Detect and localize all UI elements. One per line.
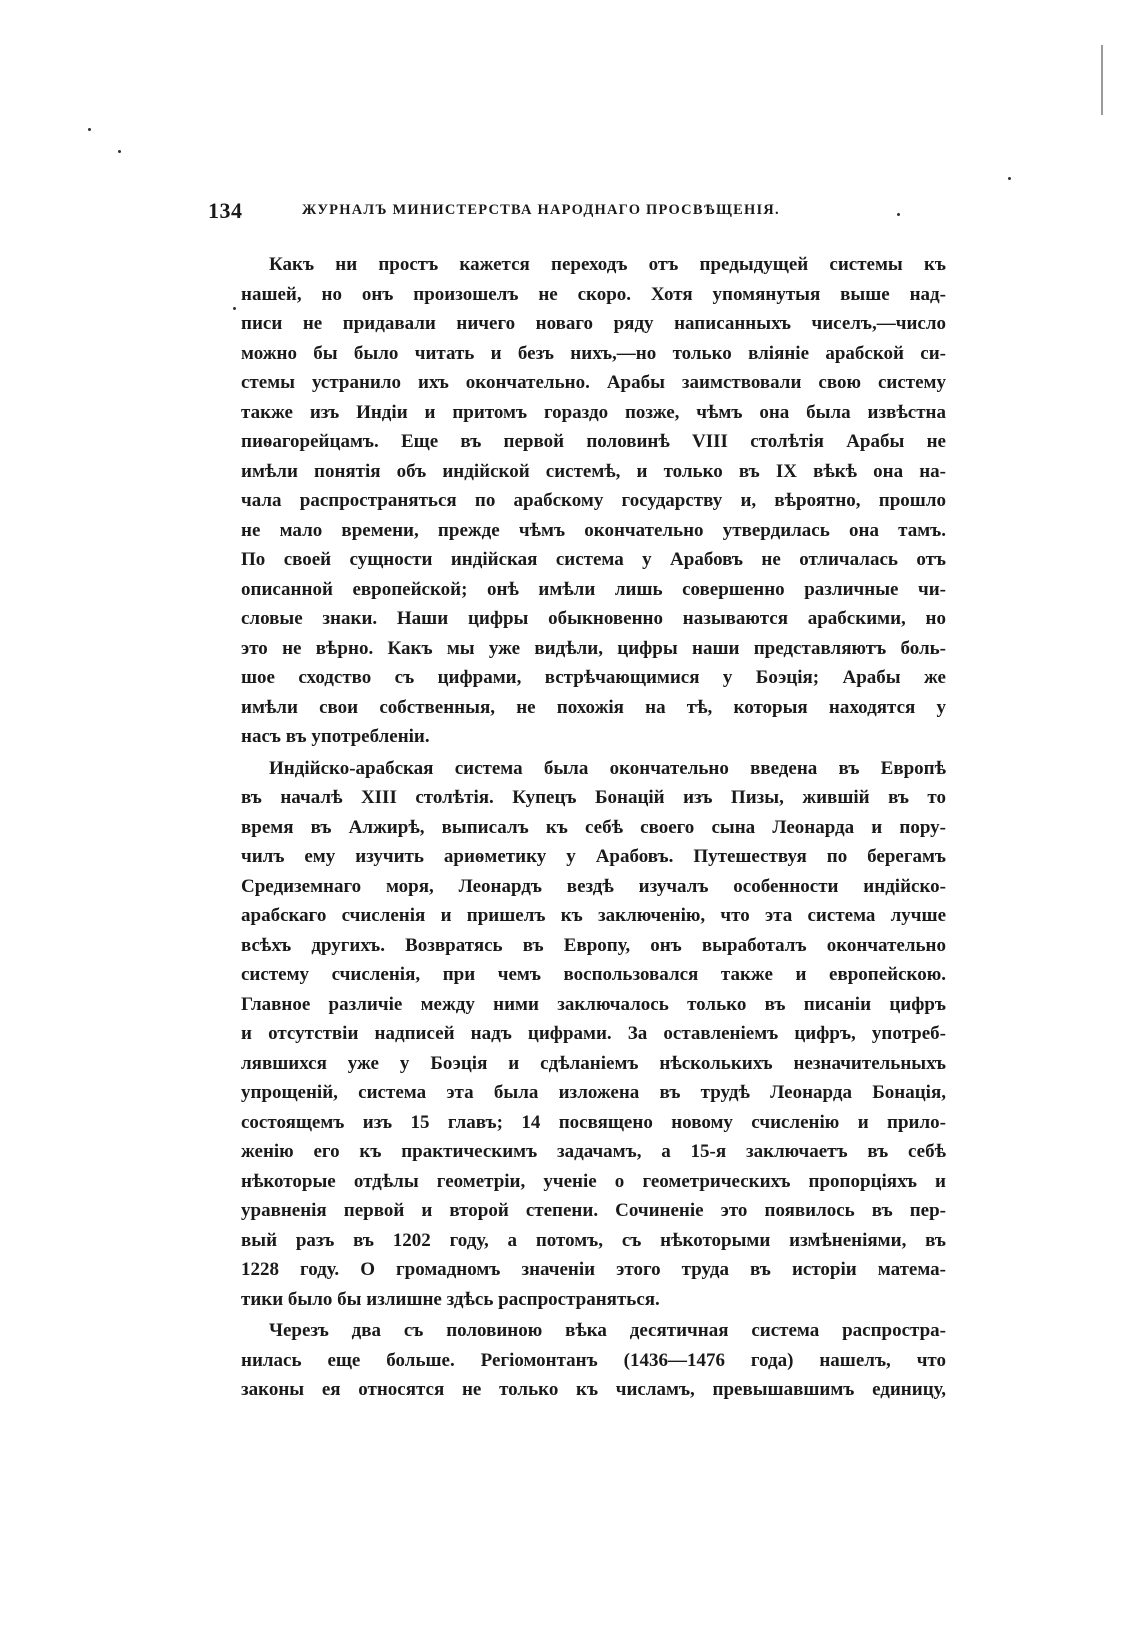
text-line: также изъ Индіи и притомъ гораздо позже, чѣмъ она была извѣстна <box>241 401 946 423</box>
text-line: не мало времени, прежде чѣмъ окончательно утвердилась она тамъ. <box>241 519 946 541</box>
text-line: насъ въ употребленіи. <box>241 726 430 747</box>
paragraph <box>241 754 946 1315</box>
text-line: всѣхъ другихъ. Возвратясь въ Европу, онъ выработалъ окончательно <box>241 934 946 956</box>
text-line: нилась еще больше. Регіомонтанъ (1436—1476 года) нашелъ, что <box>241 1349 946 1371</box>
text-line: чала распространяться по арабскому государству и, вѣроятно, прошло <box>241 490 946 511</box>
text-line: имѣли свои собственныя, не похожія на тѣ, которыя находятся у <box>241 696 946 718</box>
text-line: лявшихся уже у Боэція и сдѣланіемъ нѣсколькихъ незначительныхъ <box>241 1052 946 1074</box>
text-line: Черезъ два съ половиною вѣка десятичная система распростра- <box>269 1320 946 1341</box>
text-line: описанной европейской; онѣ имѣли лишь совершенно различные чи- <box>241 578 946 600</box>
text-line: 1228 году. О громадномъ значеніи этого труда въ исторіи матема- <box>241 1259 946 1280</box>
text-line: чилъ ему изучить ариѳметику у Арабовъ. Путешествуя по берегамъ <box>241 846 946 867</box>
text-line: словые знаки. Наши цифры обыкновенно называются арабскими, но <box>241 608 946 629</box>
text-line: въ началѣ XIII столѣтія. Купецъ Бонацій изъ Пизы, жившій въ то <box>241 787 946 808</box>
text-line: пиѳагорейцамъ. Еще въ первой половинѣ VIII столѣтія Арабы не <box>241 431 946 452</box>
text-line: можно бы было читать и безъ нихъ,—но только вліяніе арабской си- <box>241 342 946 364</box>
text-line: упрощеній, система эта была изложена въ трудѣ Леонарда Бонація, <box>241 1082 946 1103</box>
text-line: это не вѣрно. Какъ мы уже видѣли, цифры наши представляютъ боль- <box>241 637 946 659</box>
text-line: тики было бы излишне здѣсь распространяться. <box>241 1288 660 1310</box>
running-title: ЖУРНАЛЪ МИНИСТЕРСТВА НАРОДНАГО ПРОСВѢЩЕНІЯ. <box>302 202 780 218</box>
speck <box>88 128 91 131</box>
text-line: и отсутствіи надписей надъ цифрами. За оставленіемъ цифръ, употреб- <box>241 1023 946 1044</box>
text-line: женію его къ практическимъ задачамъ, а 15-я заключаетъ въ себѣ <box>241 1141 946 1162</box>
speck <box>118 150 121 153</box>
text-line: Какъ ни простъ кажется переходъ отъ предыдущей системы къ <box>269 254 946 275</box>
speck <box>1008 177 1011 180</box>
body-text <box>241 250 946 1405</box>
paragraph <box>241 1316 946 1405</box>
text-line: шое сходство съ цифрами, встрѣчающимися у Боэція; Арабы же <box>241 667 946 688</box>
text-line: систему счисленія, при чемъ воспользовался также и европейскою. <box>241 964 946 985</box>
scan-edge-mark <box>1101 45 1103 115</box>
text-line: законы ея относятся не только къ числамъ, превышавшимъ единицу, <box>241 1379 946 1400</box>
speck <box>233 307 236 310</box>
page-number: 134 <box>208 198 243 223</box>
text-line: Главное различіе между ними заключалось только въ писаніи цифръ <box>241 993 946 1015</box>
text-line: уравненія первой и второй степени. Сочиненіе это появилось въ пер- <box>241 1200 946 1221</box>
text-line: По своей сущности индійская система у Арабовъ не отличалась отъ <box>241 549 946 570</box>
text-line: время въ Алжирѣ, выписалъ къ себѣ своего сына Леонарда и пору- <box>241 816 946 838</box>
text-line: нѣкоторые отдѣлы геометріи, ученіе о геометрическихъ пропорціяхъ и <box>241 1170 946 1192</box>
text-line: Средиземнаго моря, Леонардъ вездѣ изучалъ особенности индійско- <box>241 875 946 897</box>
text-line: вый разъ въ 1202 году, а потомъ, съ нѣкоторыми измѣненіями, въ <box>241 1229 946 1251</box>
text-line: имѣли понятія объ индійской системѣ, и только въ IX вѣкѣ она на- <box>241 460 946 482</box>
page-header <box>208 198 908 228</box>
text-line: арабскаго счисленія и пришелъ къ заключенію, что эта система лучше <box>241 905 946 926</box>
text-line: писи не придавали ничего новаго ряду написанныхъ чиселъ,—число <box>241 313 946 334</box>
text-line: состоящемъ изъ 15 главъ; 14 посвящено новому счисленію и прило- <box>241 1111 946 1133</box>
text-line: нашей, но онъ произошелъ не скоро. Хотя упомянутыя выше над- <box>241 283 946 305</box>
text-line: Индійско-арабская система была окончательно введена въ Европѣ <box>269 757 946 779</box>
text-line: стемы устранило ихъ окончательно. Арабы заимствовали свою систему <box>241 372 946 393</box>
paragraph <box>241 250 946 752</box>
